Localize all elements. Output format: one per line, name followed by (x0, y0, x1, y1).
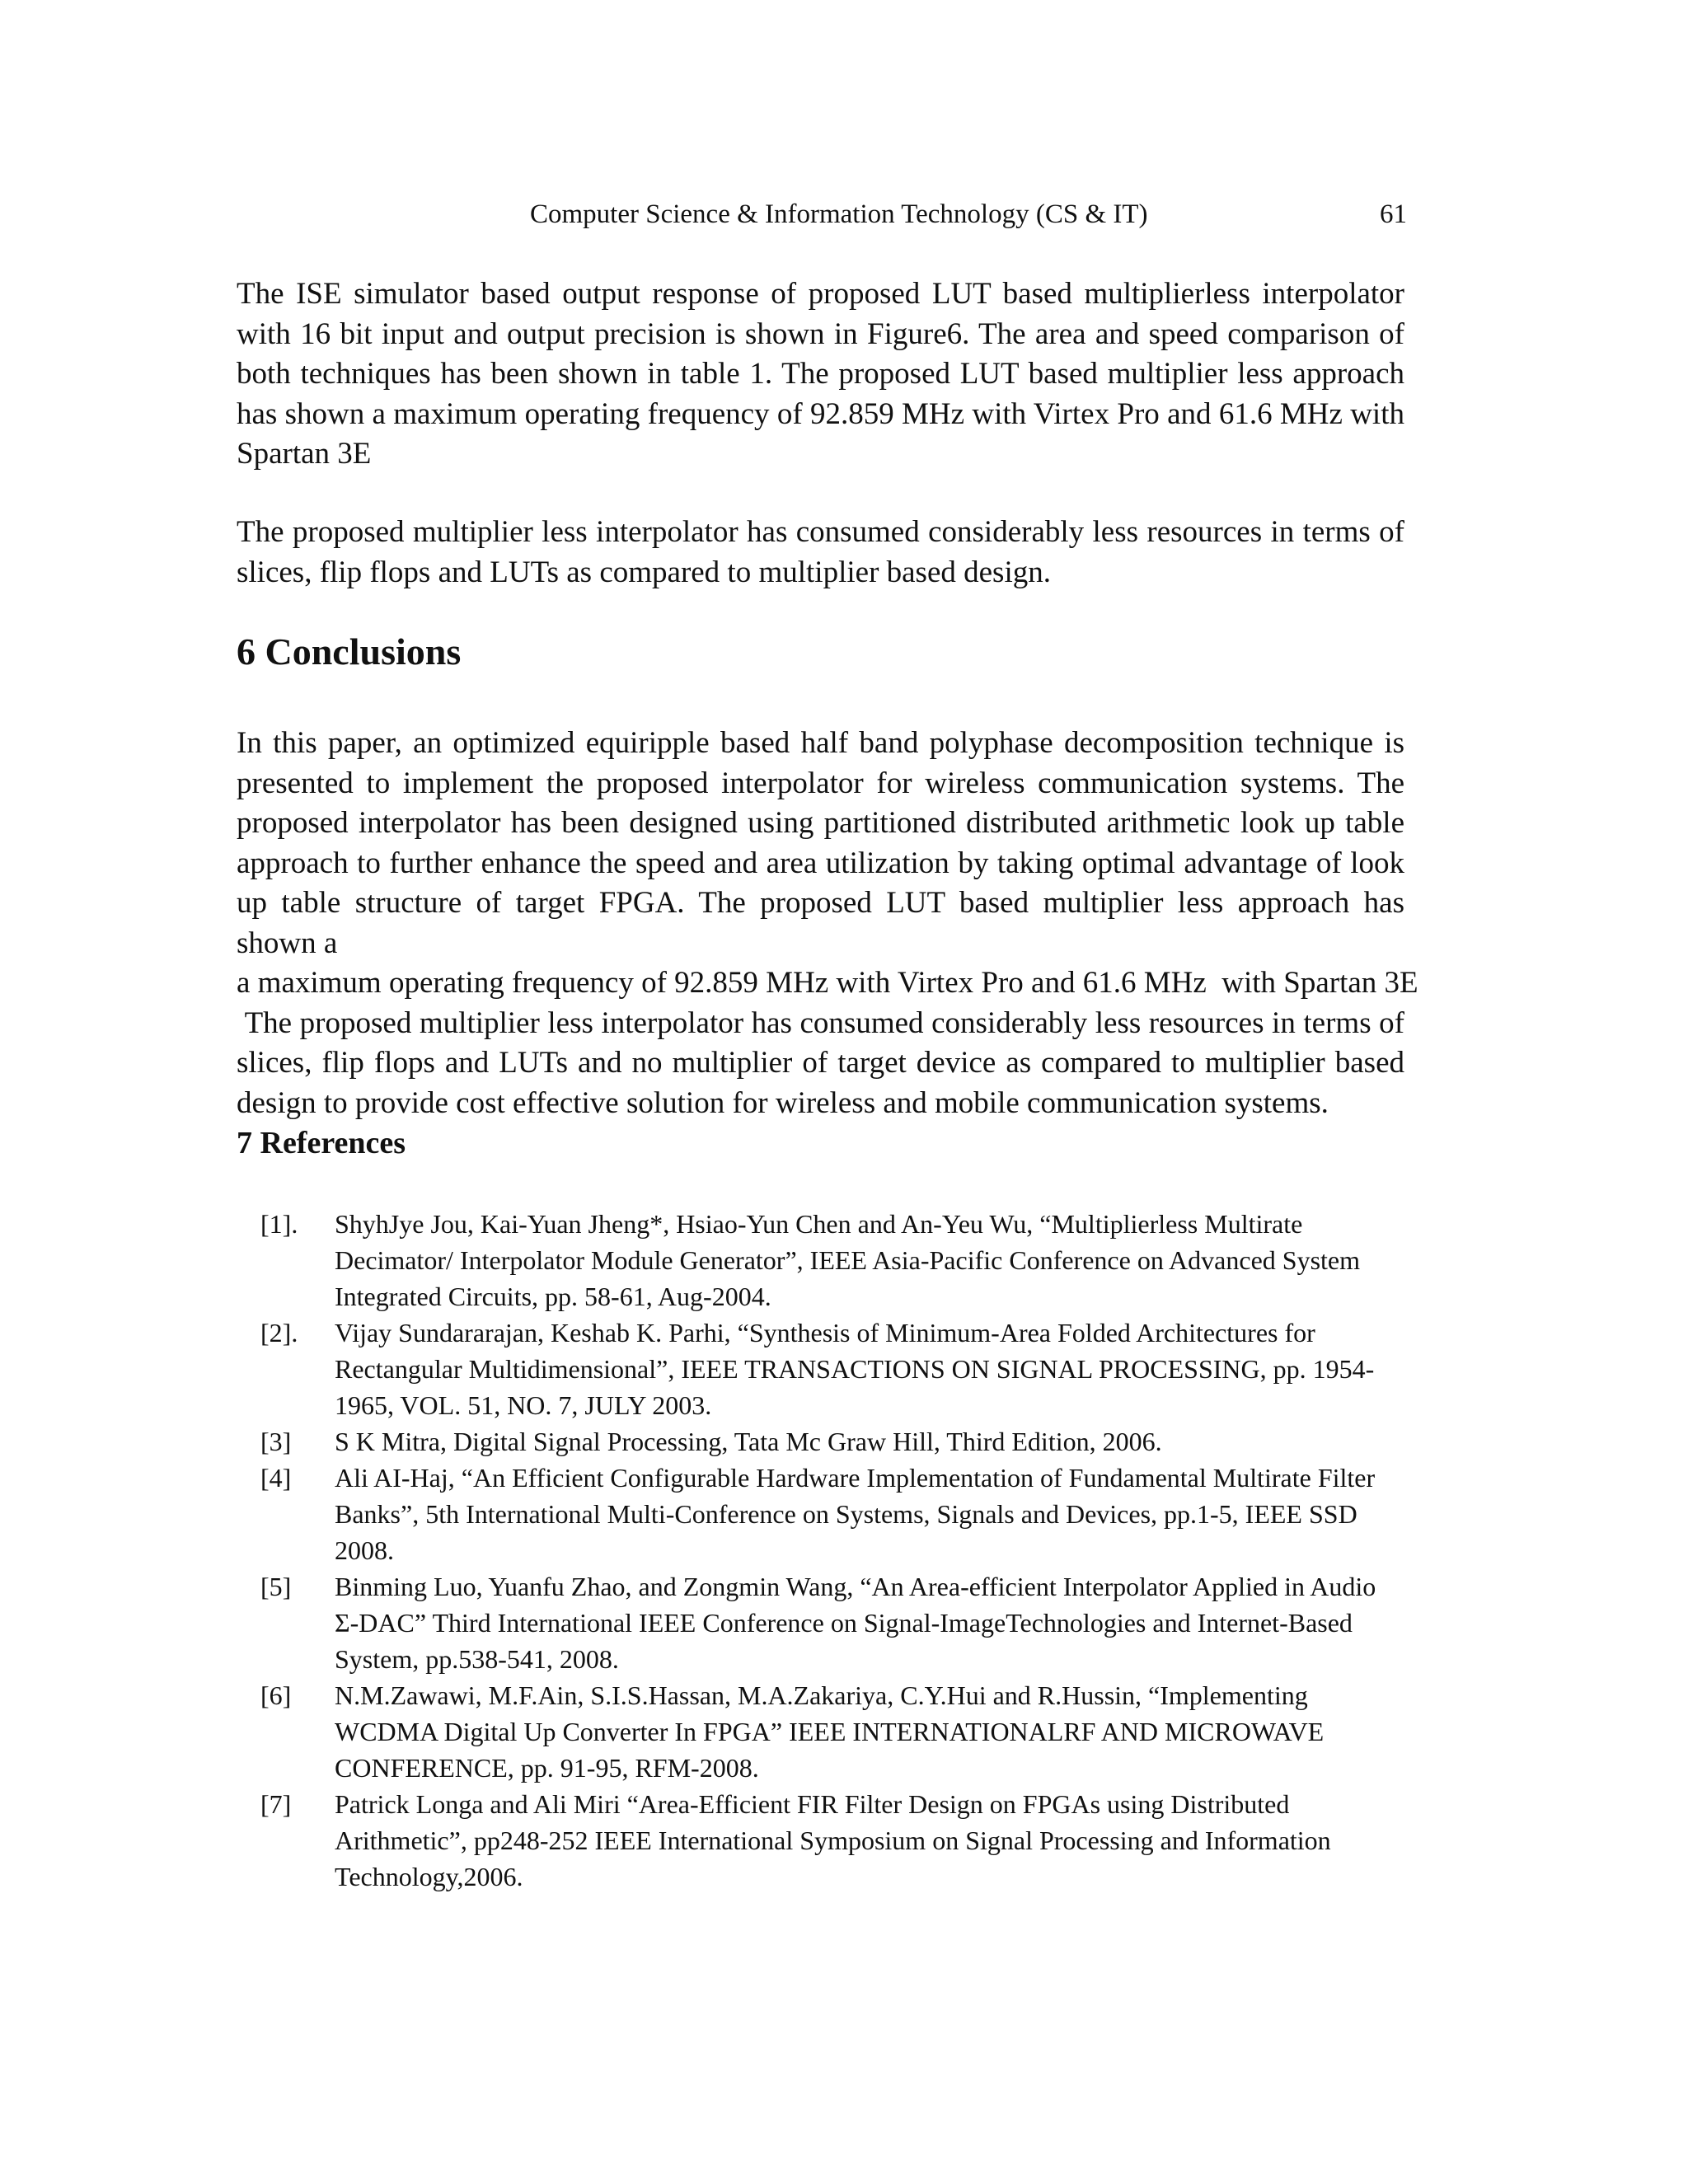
reference-text: Ali AI-Haj, “An Efficient Configurable Hardware Implementation of Fundamental Multirate Filter Banks”, 5th International Multi-Conference on Systems, Signals and Devices, pp.1-5, IEEE SSD 2008. (335, 1463, 1376, 1565)
reference-number: [1]. (260, 1209, 298, 1239)
reference-text: ShyhJye Jou, Kai-Yuan Jheng*, Hsiao-Yun Chen and An-Yeu Wu, “Multiplierless Multirate Decimator/ Interpolator Module Generator”, IEEE Asia-Pacific Conference on Advanced System Integrated Circuits, pp. 58-61, Aug-2004. (335, 1209, 1360, 1311)
reference-number: [6] (260, 1680, 292, 1710)
reference-number: [7] (260, 1789, 292, 1819)
conclusions-line: In this paper, an optimized equiripple based half band polyphase decomposition technique is presented to implement the proposed interpolator for wireless communication systems. The proposed interpolator has been designed using partitioned distributed arithmetic look up table approach to further enhance the speed and area utilization by taking optimal advantage of look up table structure of target FPGA. The proposed LUT based multiplier less approach has shown a (237, 726, 1404, 960)
page-number: 61 (1380, 199, 1407, 229)
results-paragraph: The ISE simulator based output response of proposed LUT based multiplierless interpolator with 16 bit input and output precision is shown in Figure6. The area and speed comparison of both techniques has been shown in table 1. The proposed LUT based multiplier less approach has shown a maximum operating frequency of 92.859 MHz with Virtex Pro and 61.6 MHz with Spartan 3E (237, 277, 1404, 471)
reference-item (0, 1786, 1688, 1895)
journal-title: Computer Science & Information Technology (CS & IT) (530, 199, 1148, 229)
reference-item (0, 1460, 1688, 1568)
reference-text: N.M.Zawawi, M.F.Ain, S.I.S.Hassan, M.A.Zakariya, C.Y.Hui and R.Hussin, “Implementing WCDMA Digital Up Converter In FPGA” IEEE INTERNATIONALRF AND MICROWAVE CONFERENCE, pp. 91-95, RFM-2008. (335, 1680, 1325, 1783)
reference-item (0, 1315, 1688, 1423)
reference-text: Patrick Longa and Ali Miri “Area-Efficient FIR Filter Design on FPGAs using Distributed Arithmetic”, pp248-252 IEEE International Symposium on Signal Processing and Information Technology,2006. (335, 1789, 1331, 1891)
references-list (0, 1206, 1688, 1895)
reference-text: Vijay Sundararajan, Keshab K. Parhi, “Synthesis of Minimum-Area Folded Architectures for Rectangular Multidimensional”, IEEE TRANSACTIONS ON SIGNAL PROCESSING, pp. 1954-1965, VOL. 51, NO. 7, JULY 2003. (335, 1318, 1375, 1420)
reference-number: [3] (260, 1427, 292, 1456)
running-header (0, 196, 1688, 232)
conclusions-line: The proposed multiplier less interpolator has consumed considerably less resources in terms of slices, flip flops and LUTs and no multiplier of target device as compared to multiplier based design to provide cost effective solution for wireless and mobile communication systems. (237, 1005, 1413, 1120)
reference-text: S K Mitra, Digital Signal Processing, Tata Mc Graw Hill, Third Edition, 2006. (335, 1427, 1162, 1456)
reference-number: [2]. (260, 1318, 298, 1347)
reference-number: [5] (260, 1572, 292, 1601)
reference-item (0, 1206, 1688, 1315)
reference-item (0, 1677, 1688, 1786)
resources-paragraph: The proposed multiplier less interpolator has consumed considerably less resources in terms of slices, flip flops and LUTs as compared to multiplier based design. (237, 515, 1404, 589)
conclusions-heading: 6 Conclusions (237, 630, 462, 673)
conclusions-line: a maximum operating frequency of 92.859 MHz with Virtex Pro and 61.6 MHz with Spartan 3E (237, 966, 1418, 1000)
references-heading: 7 References (237, 1126, 406, 1160)
reference-item (0, 1423, 1688, 1460)
reference-item (0, 1568, 1688, 1677)
conclusions-body (237, 724, 1418, 1123)
reference-text: Binming Luo, Yuanfu Zhao, and Zongmin Wang, “An Area-efficient Interpolator Applied in Audio Σ-DAC” Third International IEEE Conference on Signal-ImageTechnologies and Internet-Based System, pp.538-541, 2008. (335, 1572, 1376, 1674)
reference-number: [4] (260, 1463, 292, 1493)
